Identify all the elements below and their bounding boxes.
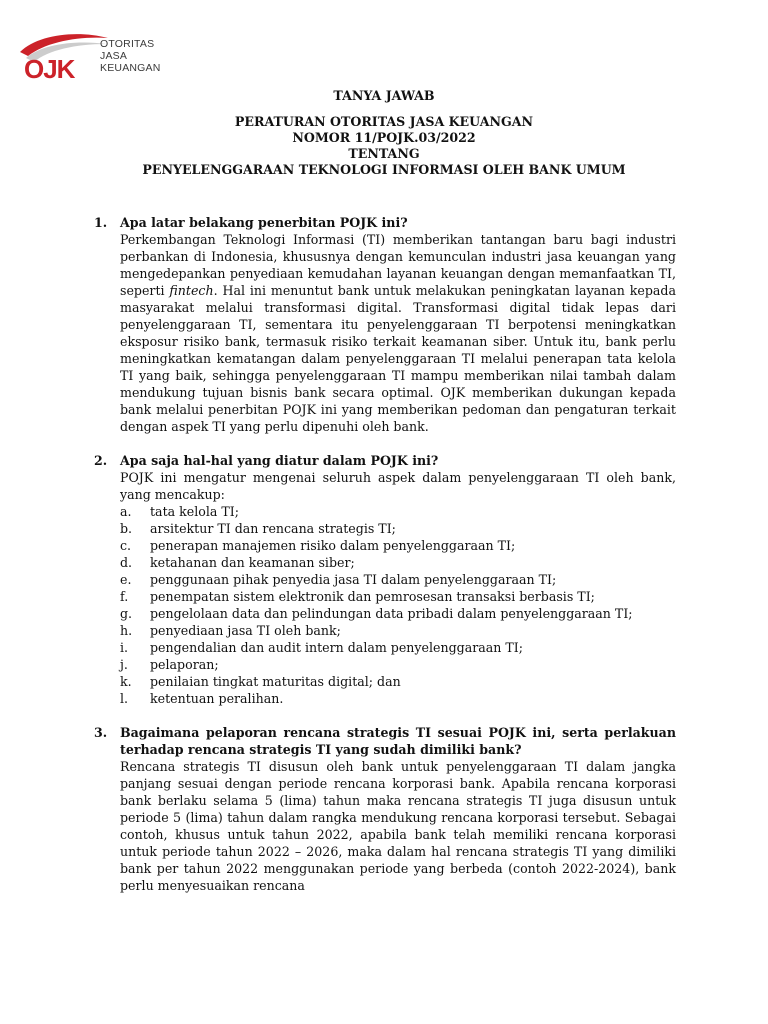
list-text: pengendalian dan audit intern dalam penyelenggaraan TI; bbox=[150, 640, 523, 655]
question-3-title bbox=[94, 724, 676, 758]
question-1-title bbox=[94, 214, 676, 231]
regulation-number: NOMOR 11/POJK.03/2022 bbox=[292, 130, 476, 145]
document-title: TANYA JAWAB bbox=[333, 88, 435, 103]
list-text: tata kelola TI; bbox=[150, 504, 239, 519]
list-text: penyediaan jasa TI oleh bank; bbox=[150, 623, 341, 638]
question-1 bbox=[94, 214, 676, 435]
list-item bbox=[120, 690, 676, 707]
question-3-number: 3. bbox=[94, 725, 108, 740]
logo-mark: OJK bbox=[24, 54, 75, 84]
list-item bbox=[120, 622, 676, 639]
regulation-subject: PENYELENGGARAAN TEKNOLOGI INFORMASI OLEH BANK UMUM bbox=[142, 162, 626, 177]
list-text: penggunaan pihak penyedia jasa TI dalam penyelenggaraan TI; bbox=[150, 572, 557, 587]
regulation-about: TENTANG bbox=[348, 146, 420, 161]
answer-1-part-a: Perkembangan Teknologi Informasi (TI) memberikan tantangan baru bagi industri perbankan di Indonesia, khususnya dengan kemunculan industri jasa keuangan yang mengedepankan penyediaan kemudahan layanan keuangan dengan memanfaatkan TI, seperti bbox=[120, 232, 676, 298]
list-marker: l. bbox=[120, 691, 129, 706]
answer-1 bbox=[120, 231, 676, 435]
list-text: ketahanan dan keamanan siber; bbox=[150, 555, 355, 570]
list-item bbox=[120, 639, 676, 656]
list-marker: k. bbox=[120, 674, 132, 689]
list-text: penempatan sistem elektronik dan pemrosesan transaksi berbasis TI; bbox=[150, 589, 595, 604]
answer-1-part-b: . Hal ini menuntut bank untuk melakukan peningkatan layanan kepada masyarakat melalui transformasi digital. Transformasi digital tidak lepas dari penyelenggaraan TI, sementara itu penyelenggaraan TI berpotensi meningkatkan eksposur risiko bank, termasuk risiko terkait keamanan siber. Untuk itu, bank perlu meningkatkan kematangan dalam penyelenggaraan TI melalui penerapan tata kelola TI yang baik, sehingga penyelenggaraan TI mampu memberikan nilai tambah dalam mendukung tujuan bisnis bank secara optimal. OJK memberikan dukungan kepada bank melalui penerbitan POJK ini yang memberikan pedoman dan pengaturan terkait dengan aspek TI yang perlu dipenuhi oleh bank. bbox=[120, 283, 676, 434]
list-marker: b. bbox=[120, 521, 133, 536]
question-2 bbox=[94, 452, 676, 707]
regulation-name: PERATURAN OTORITAS JASA KEUANGAN bbox=[234, 114, 534, 129]
list-item bbox=[120, 673, 676, 690]
list-marker: c. bbox=[120, 538, 132, 553]
answer-2-intro: POJK ini mengatur mengenai seluruh aspek dalam penyelenggaraan TI oleh bank, yang mencakup: bbox=[120, 470, 676, 502]
list-item bbox=[120, 588, 676, 605]
question-3 bbox=[94, 724, 676, 894]
list-marker: g. bbox=[120, 606, 133, 621]
list-text: pengelolaan data dan pelindungan data pribadi dalam penyelenggaraan TI; bbox=[150, 606, 633, 621]
list-text: arsitektur TI dan rencana strategis TI; bbox=[150, 521, 396, 536]
answer-1-italic: fintech bbox=[169, 283, 214, 298]
question-2-number: 2. bbox=[94, 453, 108, 468]
list-marker: f. bbox=[120, 589, 129, 604]
list-text: penilaian tingkat maturitas digital; dan bbox=[150, 674, 401, 689]
list-item bbox=[120, 571, 676, 588]
answer-2-list bbox=[120, 503, 676, 707]
list-marker: j. bbox=[120, 657, 128, 672]
list-marker: i. bbox=[120, 640, 129, 655]
question-2-text: Apa saja hal-hal yang diatur dalam POJK ini? bbox=[120, 453, 439, 468]
list-text: penerapan manajemen risiko dalam penyelenggaraan TI; bbox=[150, 538, 516, 553]
list-text: ketentuan peralihan. bbox=[150, 691, 284, 706]
regulation-heading bbox=[0, 114, 768, 178]
list-item bbox=[120, 537, 676, 554]
list-text: pelaporan; bbox=[150, 657, 219, 672]
qa-content bbox=[94, 214, 676, 911]
list-marker: h. bbox=[120, 623, 133, 638]
question-2-title bbox=[94, 452, 676, 469]
list-marker: e. bbox=[120, 572, 132, 587]
logo-wordmark bbox=[100, 38, 161, 74]
list-item bbox=[120, 503, 676, 520]
logo-line-3: KEUANGAN bbox=[100, 62, 161, 74]
logo-line-2: JASA bbox=[100, 50, 128, 62]
list-item bbox=[120, 605, 676, 622]
question-1-text: Apa latar belakang penerbitan POJK ini? bbox=[120, 215, 408, 230]
list-item bbox=[120, 656, 676, 673]
logo-line-1: OTORITAS bbox=[100, 38, 155, 50]
list-item bbox=[120, 554, 676, 571]
answer-3: Rencana strategis TI disusun oleh bank untuk penyelenggaraan TI dalam jangka panjang sesuai dengan periode rencana korporasi bank. Apabila rencana korporasi bank berlaku selama 5 (lima) tahun maka rencana strategis TI juga disusun untuk periode 5 (lima) tahun dalam rangka mendukung rencana korporasi tersebut. Sebagai contoh, khusus untuk tahun 2022, apabila bank telah memiliki rencana korporasi untuk periode tahun 2022 – 2026, maka dalam hal rencana strategis TI yang dimiliki bank per tahun 2022 menggunakan periode yang berbeda (contoh 2022-2024), bank perlu menyesuaikan rencana bbox=[120, 759, 676, 893]
question-1-number: 1. bbox=[94, 215, 108, 230]
list-marker: a. bbox=[120, 504, 132, 519]
list-item bbox=[120, 520, 676, 537]
question-3-text: Bagaimana pelaporan rencana strategis TI sesuai POJK ini, serta perlakuan terhadap rencana strategis TI yang sudah dimiliki bank? bbox=[120, 725, 676, 757]
list-marker: d. bbox=[120, 555, 133, 570]
